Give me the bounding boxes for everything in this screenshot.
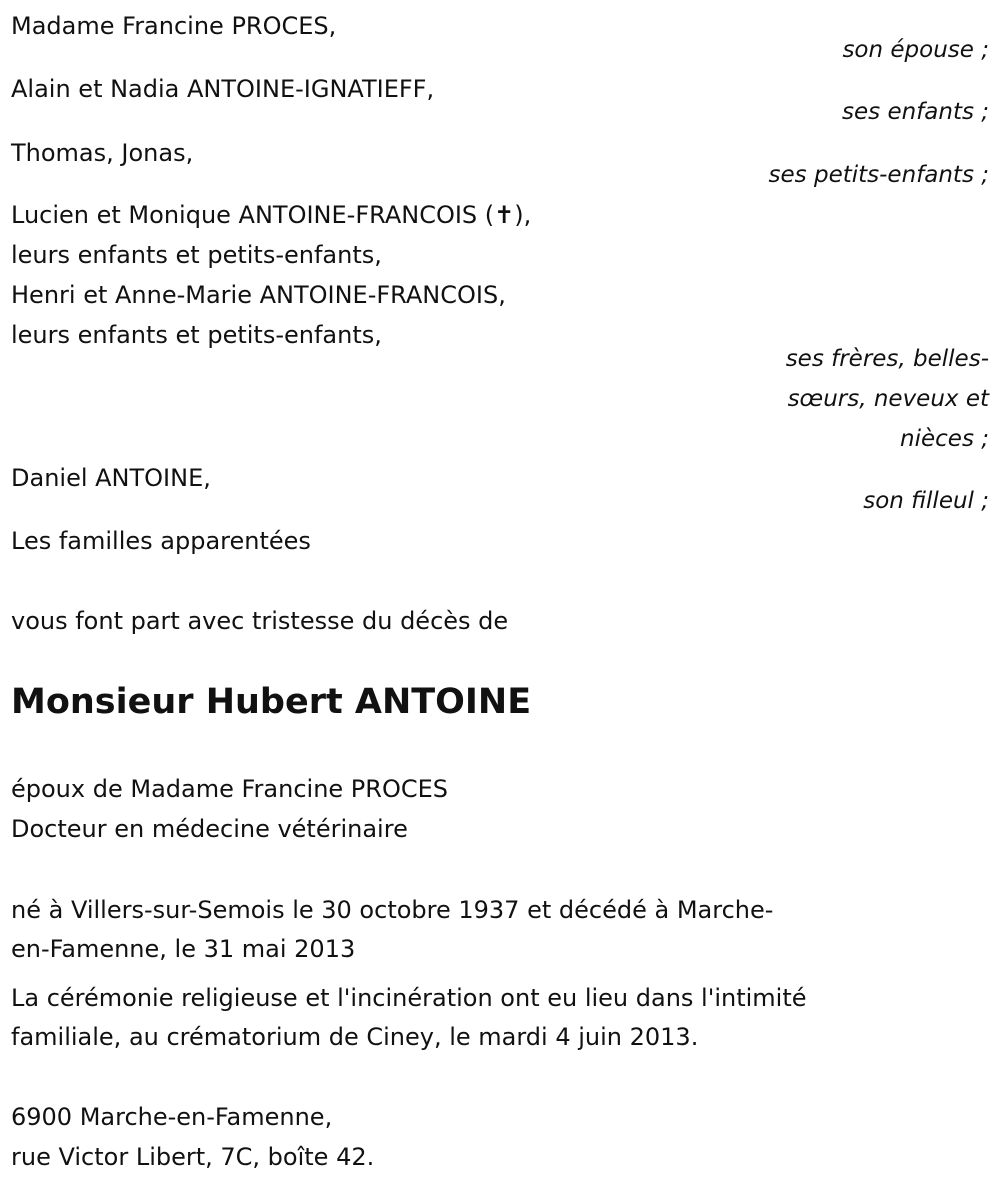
birth-death-line-1: né à Villers-sur-Semois le 30 octobre 1937 et décédé à Marche-: [11, 896, 774, 924]
address-line-1: 6900 Marche-en-Famenne,: [11, 1103, 333, 1131]
family-member-godson: Daniel ANTOINE,: [11, 464, 211, 492]
family-member-sibling-line-3: Henri et Anne-Marie ANTOINE-FRANCOIS,: [11, 281, 506, 309]
family-member-children: Alain et Nadia ANTOINE-IGNATIEFF,: [11, 75, 435, 103]
family-member-sibling-line-1: Lucien et Monique ANTOINE-FRANCOIS (✝),: [11, 201, 532, 229]
family-member-relatives: Les familles apparentées: [11, 527, 311, 555]
relation-siblings-line-2: sœurs, neveux et: [787, 386, 989, 412]
ceremony-line-1: La cérémonie religieuse et l'incinération ont eu lieu dans l'intimité: [11, 984, 807, 1012]
deceased-spouse: époux de Madame Francine PROCES: [11, 775, 448, 803]
announcement-text: vous font part avec tristesse du décès de: [11, 607, 509, 635]
family-member-sibling-line-4: leurs enfants et petits-enfants,: [11, 321, 382, 349]
family-member-sibling-line-2: leurs enfants et petits-enfants,: [11, 241, 382, 269]
deceased-profession: Docteur en médecine vétérinaire: [11, 815, 408, 843]
relation-grandchildren: ses petits-enfants ;: [768, 162, 989, 188]
relation-siblings-line-3: nièces ;: [900, 426, 989, 452]
family-member-grandchildren: Thomas, Jonas,: [11, 139, 194, 167]
relation-children: ses enfants ;: [842, 99, 989, 125]
relation-siblings-line-1: ses frères, belles-: [785, 346, 989, 372]
deceased-name: Monsieur Hubert ANTOINE: [11, 682, 532, 722]
relation-godson: son filleul ;: [863, 488, 989, 514]
relation-spouse: son épouse ;: [842, 37, 989, 63]
ceremony-line-2: familiale, au crématorium de Ciney, le mardi 4 juin 2013.: [11, 1023, 699, 1051]
family-member-spouse: Madame Francine PROCES,: [11, 12, 337, 40]
address-line-2: rue Victor Libert, 7C, boîte 42.: [11, 1143, 375, 1171]
birth-death-line-2: en-Famenne, le 31 mai 2013: [11, 935, 356, 963]
